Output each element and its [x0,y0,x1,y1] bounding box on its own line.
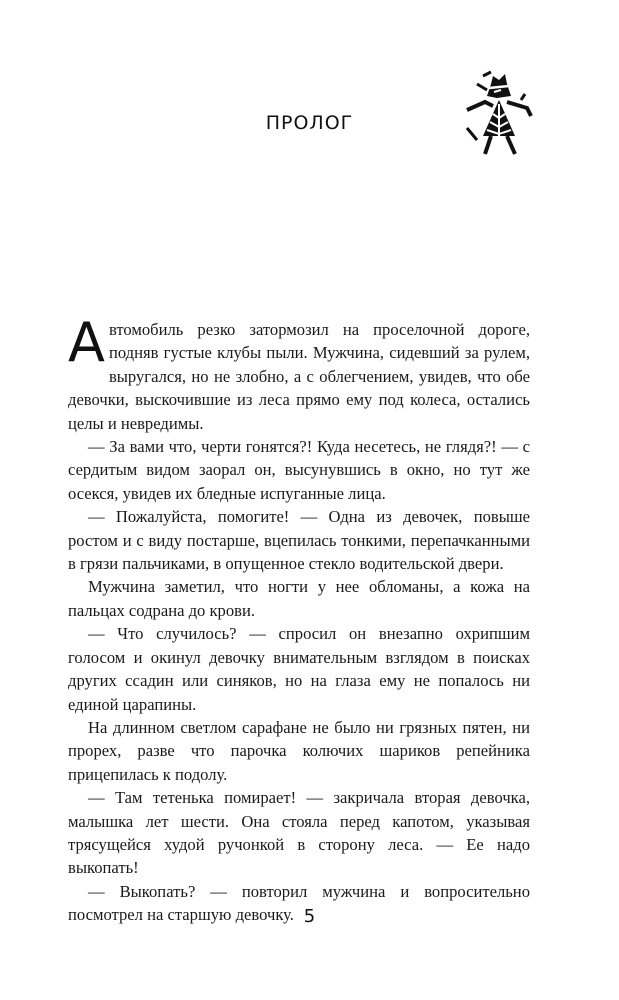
stick-figure-ornament-icon [463,70,535,158]
paragraph-1: Автомобиль резко затормозил на проселочной дороге, подняв густые клубы пыли. Мужчина, сидевший за рулем, выругался, но не злобно, а с облегчением, увидев, что обе девочки, выскочившие из леса прямо ему под колеса, остались целы и невредимы. [68,311,530,433]
paragraph-5: — Что случилось? — спросил он внезапно охрипшим голосом и окинул девочку внимательным взглядом в поисках других ссадин или синяков, но на глаза ему не попалось ни единой царапины. [68,624,530,714]
paragraph-7: — Там тетенька помирает! — закричала вторая девочка, малышка лет шести. Она стояла перед капотом, указывая трясущейся худой ручонкой в сторону леса. — Ее надо выкопать! [68,788,530,878]
chapter-title: ПРОЛОГ [265,112,354,134]
paragraph-6: На длинном светлом сарафане не было ни грязных пятен, ни прорех, разве что парочка колючих шариков репейника прицепилась к подолу. [68,717,530,784]
paragraph-2: — За вами что, черти гонятся?! Куда несетесь, не глядя?! — с сердитым видом заорал он, высунувшись в окно, но тут же осекся, увидев их бледные испуганные лица. [68,437,530,503]
paragraph-3: — Пожалуйста, помогите! — Одна из девочек, повыше ростом и с виду постарше, вцепилась тонкими, перепачканными в грязи пальчиками, в опущенное стекло водительской двери. [68,507,530,574]
paragraph-4: Мужчина заметил, что ногти у нее обломаны, а кожа на пальцах содрана до крови. [68,577,530,620]
drop-cap: А [68,311,105,374]
prologue-text [68,311,530,927]
page-number: 5 [303,906,316,927]
paragraph-8: — Выкопать? — повторил мужчина и вопросительно посмотрел на старшую девочку. [68,881,530,925]
